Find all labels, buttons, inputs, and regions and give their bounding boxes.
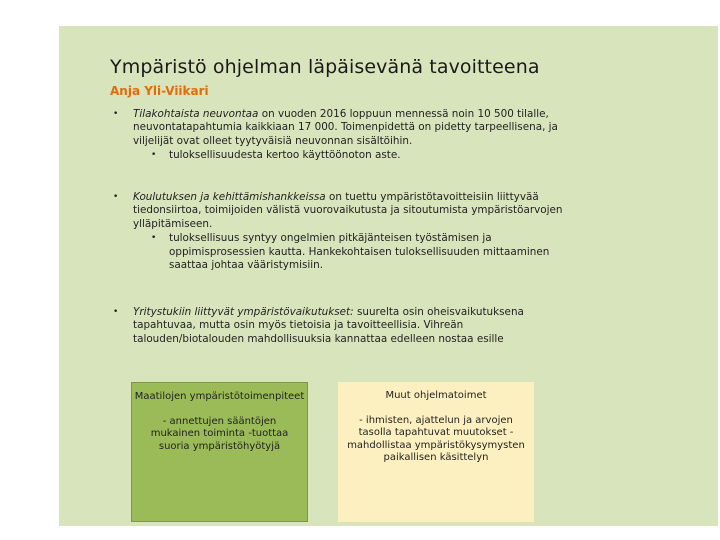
slide: [59, 26, 718, 526]
box-title: Muut ohjelmatoimet: [385, 390, 487, 401]
box-title: Maatilojen ympäristötoimenpiteet: [134, 391, 305, 402]
bullet-lead: Yritystukiin liittyvät ympäristövaikutukset:: [133, 306, 354, 318]
box-body: - ihmisten, ajattelun ja arvojen tasolla tapahtuvat muutokset - mahdollistaa ympäristökysymysten paikallisen käsittelyn: [347, 414, 525, 463]
sub-bullet-text: tuloksellisuudesta kertoo käyttöönoton aste.: [169, 149, 401, 162]
bullet-text: on tuettu ympäristötavoitteisiin liittyvää tiedonsiirtoa, toimijoiden välistä vuorovaikutusta ja sitoutumista ympäristöarvojen ylläpitämiseen.: [133, 191, 563, 230]
box-body: - annettujen sääntöjen mukainen toiminta -tuottaa suoria ympäristöhyötyjä: [150, 415, 289, 452]
sub-bullet: [151, 232, 573, 272]
sub-bullet-text: tuloksellisuus syntyy ongelmien pitkäjänteisen työstämisen ja oppimisprosessien kautta. Hankekohtaisen tuloksellisuuden mittaaminen saattaa johtaa vääristymisiin.: [169, 232, 550, 272]
bullet-item-training: [113, 191, 573, 272]
sub-bullet-marker: •: [151, 150, 157, 161]
bullet-item-business-support: [113, 306, 573, 346]
sub-bullet-marker: •: [151, 233, 157, 244]
bullet-text: on vuoden 2016 loppuun mennessä noin 10 500 tilalle, neuvontatapahtumia kaikkiaan 17 000. Toimenpidettä on pidetty tarpeellisena, ja viljelijät ovat olleet tyytyväisiä neuvonnan sisältöihin.: [133, 108, 558, 147]
bullet-text: suurelta osin oheisvaikutuksena tapahtuvaa, mutta osin myös tietoisia ja tavoitteellisia. Vihreän talouden/biotalouden mahdollisuuksia kannattaa edelleen nostaa esille: [133, 306, 524, 345]
slide-title: Ympäristö ohjelman läpäisevänä tavoitteena: [110, 56, 540, 78]
author-name: Anja Yli-Viikari: [110, 84, 209, 98]
farm-environment-measures-box: [131, 382, 308, 522]
bullet-marker: •: [113, 307, 119, 317]
bullet-marker: •: [113, 109, 119, 119]
bullet-lead: Koulutuksen ja kehittämishankkeissa: [133, 191, 326, 203]
bullet-lead: Tilakohtaista neuvontaa: [133, 108, 259, 120]
bullet-marker: •: [113, 192, 119, 202]
bullet-item-advisory: [113, 108, 573, 163]
other-program-measures-box: [338, 382, 534, 522]
sub-bullet: [151, 149, 573, 162]
